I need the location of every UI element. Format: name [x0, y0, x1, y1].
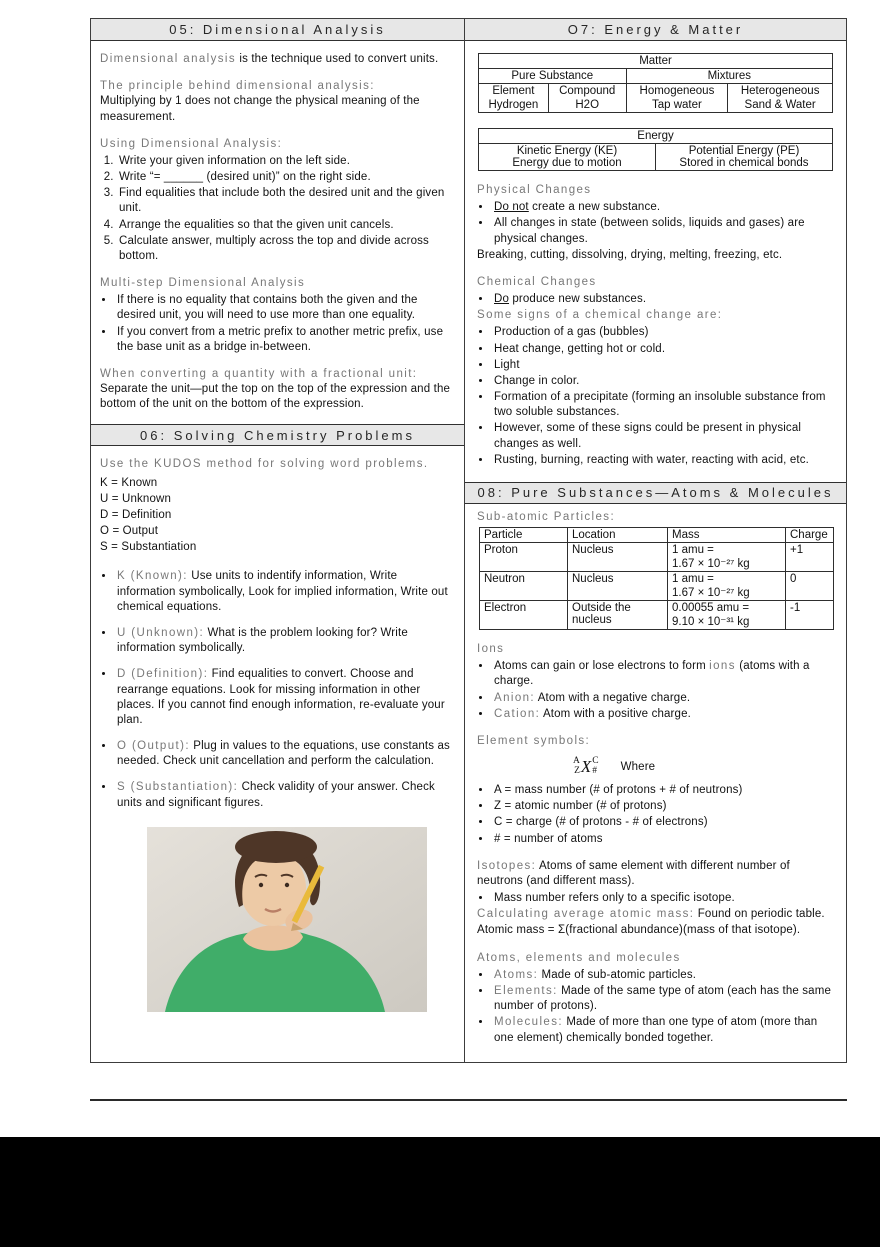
elements-bullet: [492, 984, 834, 1014]
kudos-line-d: D = Definition: [100, 508, 172, 521]
section-06-header-bar: [91, 424, 464, 446]
ions-bullet-post: (atoms with a charge.: [494, 660, 810, 688]
atoms-lead: Atoms:: [494, 968, 539, 981]
element-x-symbol: X: [580, 757, 592, 777]
principle-body: Multiplying by 1 does not change the physical meaning of the measurement.: [100, 95, 420, 123]
using-da-heading: Using Dimensional Analysis:: [100, 137, 283, 150]
location-col-header: Location: [568, 528, 668, 543]
chemical-sign: • Heat change, getting hot or cold.: [492, 342, 834, 357]
physical-changes-block: [477, 183, 834, 263]
kudos-line-o: O = Output: [100, 525, 159, 538]
molecules-text: Made of more than one type of atom (more than one element) chemically bonded together.: [494, 1016, 818, 1044]
kudos-bullet-known-lead: K (Known):: [117, 570, 188, 583]
energy-content-row: [479, 144, 833, 171]
footer-divider: [90, 1099, 847, 1101]
homogeneous-header-cell: Homogeneous: [626, 84, 728, 99]
element-symbols-block: [477, 734, 834, 847]
proton-charge-cell: +1: [786, 543, 834, 572]
kudos-line-u: U = Unknown: [100, 492, 172, 505]
section-08-header-bar: [465, 482, 846, 504]
atoms-text: Made of sub-atomic particles.: [538, 968, 697, 981]
kudos-bullet-known: [115, 569, 454, 615]
anion-bullet: [492, 691, 834, 706]
ions-term: ions: [709, 660, 736, 673]
chemical-signs-heading: Some signs of a chemical change are:: [477, 309, 723, 322]
potential-energy-cell: [656, 144, 833, 171]
anion-text: Atom with a negative charge.: [535, 691, 691, 704]
elements-lead: Elements:: [494, 985, 558, 998]
principle-paragraph: [100, 79, 454, 125]
matter-example-row: [479, 98, 833, 113]
elements-text: Made of the same type of atom (each has the same number of protons).: [494, 985, 832, 1013]
kudos-bullet-unknown: [115, 626, 454, 656]
particles-table: [479, 527, 834, 630]
cation-bullet: [492, 707, 834, 722]
kinetic-energy-cell: [479, 144, 656, 171]
compound-header-cell: Compound: [548, 84, 626, 99]
kudos-bullet-unknown-lead: U (Unknown):: [117, 626, 205, 639]
fractional-heading: When converting a quantity with a fractional unit:: [100, 367, 418, 380]
kudos-key: [100, 476, 454, 556]
kudos-bullet-output-lead: O (Output):: [117, 740, 190, 753]
chemical-sign: • Change in color.: [492, 374, 834, 389]
neutron-mass-line1: 1 amu =: [672, 573, 714, 586]
neutron-mass-cell: [668, 572, 786, 601]
physical-bullet-do-not: [492, 200, 834, 215]
using-da-step: 3. Find equalities that include both the desired unit and the given unit.: [117, 186, 454, 216]
section-06-body: [91, 446, 464, 1011]
chemical-sign: • Rusting, burning, reacting with water, reacting with acid, etc.: [492, 453, 834, 468]
kudos-bullet-definition-text: Find equalities to convert. Choose and rearrange equations. Look for missing information in other places. If you cannot find enough information, re-evaluate your plan.: [117, 668, 445, 726]
electron-mass-line1: 0.00055 amu =: [672, 602, 750, 615]
energy-table: [478, 128, 833, 171]
ions-block: [477, 642, 834, 722]
element-example-cell: Hydrogen: [479, 98, 549, 113]
kudos-bullet-output: [115, 739, 454, 769]
ions-bullets: [492, 659, 834, 722]
kudos-bullet-output-text: Plug in values to the equations, use constants as needed. Check unit cancellation and perform the calculation.: [117, 740, 450, 768]
nuclide-postscripts: [592, 757, 598, 777]
using-da-steps: [117, 154, 454, 264]
ions-heading: Ions: [477, 643, 505, 656]
do-underlined: Do: [494, 293, 510, 306]
subatomic-heading: Sub-atomic Particles:: [477, 510, 616, 523]
physical-changes-bullets: [492, 200, 834, 247]
proton-mass-cell: [668, 543, 786, 572]
chemical-sign: • Light: [492, 358, 834, 373]
section-06-title: 06: Solving Chemistry Problems: [140, 427, 415, 443]
kudos-bullet-known-text: Use units to indentify information, Write information symbolically, Look for implied information, Write out chemical equations.: [117, 570, 448, 613]
symbol-def-hash: • # = number of atoms: [492, 832, 834, 847]
dimensional-analysis-term: Dimensional analysis: [100, 53, 237, 65]
electron-name-cell: Electron: [480, 601, 568, 630]
symbol-def-a: • A = mass number (# of protons + # of neutrons): [492, 783, 834, 798]
electron-charge-cell: -1: [786, 601, 834, 630]
ions-bullet-gain-lose: [492, 659, 834, 689]
section-08-title: 08: Pure Substances—Atoms & Molecules: [477, 485, 834, 501]
charge-col-header: Charge: [786, 528, 834, 543]
physical-bullet-states: • All changes in state (between solids, liquids and gases) are physical changes.: [492, 216, 834, 246]
chemical-sign: • Formation of a precipitate (forming an insoluble substance from two soluble substances.: [492, 390, 834, 420]
atomic-number-symbol: Z: [574, 766, 580, 777]
do-not-rest: create a new substance.: [528, 201, 661, 214]
charge-symbol: C: [592, 756, 599, 767]
particles-header-row: [480, 528, 834, 543]
neutron-location-cell: Nucleus: [568, 572, 668, 601]
particle-col-header: Particle: [480, 528, 568, 543]
homogeneous-example-cell: Tap water: [626, 98, 728, 113]
atomic-mass-formula: Atomic mass = Σ(fractional abundance)(mass of that isotope).: [477, 923, 801, 936]
chemical-changes-block: [477, 275, 834, 468]
multistep-bullet: • If there is no equality that contains both the given and the desired unit, you will need to use more than one equality.: [115, 293, 454, 323]
dimensional-analysis-intro: [100, 52, 454, 67]
section-07-header-bar: [465, 19, 846, 41]
electron-row: [480, 601, 834, 630]
using-da-step: 4. Arrange the equalities so that the given unit cancels.: [117, 218, 454, 233]
avg-atomic-mass-text: Found on periodic table.: [694, 908, 825, 921]
kudos-bullet-definition-lead: D (Definition):: [117, 668, 209, 681]
mass-col-header: Mass: [668, 528, 786, 543]
heterogeneous-example-cell: Sand & Water: [728, 98, 833, 113]
chemical-changes-bullet: [492, 292, 834, 307]
molecules-bullet: [492, 1015, 834, 1045]
left-column: [91, 19, 465, 1062]
potential-energy-label: Potential Energy (PE): [688, 145, 800, 157]
matter-subtype-row: [479, 84, 833, 99]
element-header-cell: Element: [479, 84, 549, 99]
physical-changes-heading: Physical Changes: [477, 184, 592, 196]
bottom-black-band: [0, 1137, 880, 1247]
using-da-step: 1. Write your given information on the left side.: [117, 154, 454, 169]
avg-atomic-mass-lead: Calculating average atomic mass:: [477, 908, 695, 921]
multistep-heading: Multi-step Dimensional Analysis: [100, 277, 306, 290]
neutron-charge-cell: 0: [786, 572, 834, 601]
fractional-body: Separate the unit—put the top on the top of the expression and the bottom of the unit on the bottom of the expression.: [100, 383, 451, 411]
fractional-block: [100, 367, 454, 413]
kinetic-energy-desc: Energy due to motion: [512, 157, 622, 169]
isotopes-bullet: • Mass number refers only to a specific isotope.: [492, 891, 834, 906]
neutron-name-cell: Neutron: [480, 572, 568, 601]
element-symbol-formula: [573, 757, 834, 777]
multistep-block: [100, 276, 454, 355]
section-07-title: O7: Energy & Matter: [567, 22, 744, 37]
isotopes-block: [477, 859, 834, 938]
ions-bullet-pre: Atoms can gain or lose electrons to form: [494, 660, 710, 673]
using-da-step: 5. Calculate answer, multiply across the top and divide across bottom.: [117, 234, 454, 264]
kudos-bullet-substantiation: [115, 780, 454, 810]
multistep-bullet: • If you convert from a metric prefix to another metric prefix, use the base unit as a bridge in-between.: [115, 325, 454, 355]
atom-count-symbol: #: [592, 766, 598, 777]
proton-name-cell: Proton: [480, 543, 568, 572]
kudos-bullet-definition: [115, 667, 454, 728]
energy-title-cell: Energy: [479, 129, 833, 144]
proton-mass-line2: 1.67 × 10⁻²⁷ kg: [672, 558, 750, 571]
electron-location-cell: Outside the nucleus: [568, 601, 668, 630]
chemical-signs-list: [492, 325, 834, 468]
mixtures-header-cell: Mixtures: [626, 69, 832, 84]
using-da-step: 2. Write “= ______ (desired unit)” on the right side.: [117, 170, 454, 185]
do-not-underlined: Do not: [494, 201, 529, 214]
aem-bullets: [492, 968, 834, 1046]
kudos-bullet-unknown-text: What is the problem looking for? Write information symbolically.: [117, 626, 408, 655]
isotopes-lead: Isotopes:: [477, 859, 537, 872]
using-da-block: [100, 137, 454, 264]
aem-heading: Atoms, elements and molecules: [477, 951, 681, 964]
atoms-bullet: [492, 968, 834, 983]
electron-mass-line2: 9.10 × 10⁻³¹ kg: [672, 616, 750, 629]
dimensional-analysis-intro-rest: is the technique used to convert units.: [236, 53, 439, 65]
anion-lead: Anion:: [494, 691, 536, 704]
study-photo-image: [147, 827, 427, 1012]
kudos-bullets: [115, 569, 454, 810]
element-symbols-heading: Element symbols:: [477, 734, 591, 747]
matter-group-row: [479, 69, 833, 84]
compound-example-cell: H2O: [548, 98, 626, 113]
mass-number-symbol: A: [573, 756, 580, 767]
section-05-title: 05: Dimensional Analysis: [169, 22, 386, 37]
chemical-sign: • Production of a gas (bubbles): [492, 325, 834, 340]
right-column: [465, 19, 846, 1062]
kudos-line-s: S = Substantiation: [100, 541, 197, 554]
section-05-header-bar: [91, 19, 464, 41]
multistep-bullets: [115, 293, 454, 355]
electron-mass-cell: [668, 601, 786, 630]
molecules-lead: Molecules:: [494, 1016, 563, 1029]
proton-location-cell: Nucleus: [568, 543, 668, 572]
physical-examples: Breaking, cutting, dissolving, drying, melting, freezing, etc.: [477, 248, 783, 261]
nuclide-notation: [573, 757, 599, 777]
cation-text: Atom with a positive charge.: [540, 707, 691, 720]
symbol-def-z: • Z = atomic number (# of protons): [492, 799, 834, 814]
where-label: Where: [620, 760, 656, 773]
isotopes-definition: [477, 859, 834, 889]
notes-sheet: [90, 18, 847, 1063]
cation-lead: Cation:: [494, 707, 541, 720]
pure-substance-header-cell: Pure Substance: [479, 69, 627, 84]
proton-row: [480, 543, 834, 572]
kinetic-energy-label: Kinetic Energy (KE): [516, 145, 618, 157]
kudos-bullet-substantiation-text: Check validity of your answer. Check units and significant figures.: [117, 781, 435, 809]
section-05-body: [91, 41, 464, 412]
do-rest: produce new substances.: [509, 293, 647, 306]
section-08-body: [477, 510, 834, 1046]
proton-mass-line1: 1 amu =: [672, 544, 714, 557]
kudos-intro: Use the KUDOS method for solving word problems.: [100, 458, 429, 471]
potential-energy-desc: Stored in chemical bonds: [679, 157, 809, 169]
isotopes-bullets: [492, 891, 834, 906]
heterogeneous-header-cell: Heterogeneous: [728, 84, 833, 99]
symbol-def-c: • C = charge (# of protons - # of electrons): [492, 815, 834, 830]
kudos-line-k: K = Known: [100, 476, 158, 489]
kudos-bullet-substantiation-lead: S (Substantiation):: [117, 781, 239, 794]
matter-title-cell: Matter: [479, 54, 833, 69]
chemical-sign: • However, some of these signs could be present in physical changes as well.: [492, 421, 834, 451]
energy-title-row: [479, 129, 833, 144]
atoms-elements-molecules-block: [477, 951, 834, 1046]
principle-heading: The principle behind dimensional analysis:: [100, 80, 375, 93]
study-photo: [147, 827, 427, 1012]
avg-atomic-mass-line: [477, 907, 834, 922]
isotopes-text: Atoms of same element with different number of neutrons (and different mass).: [477, 859, 790, 887]
chemical-bullet-do: [492, 292, 834, 307]
chemical-changes-heading: Chemical Changes: [477, 275, 597, 288]
neutron-row: [480, 572, 834, 601]
matter-table: [478, 53, 833, 113]
matter-title-row: [479, 54, 833, 69]
neutron-mass-line2: 1.67 × 10⁻²⁷ kg: [672, 587, 750, 600]
nuclide-prescripts: [573, 757, 580, 777]
symbol-definitions: [492, 783, 834, 847]
